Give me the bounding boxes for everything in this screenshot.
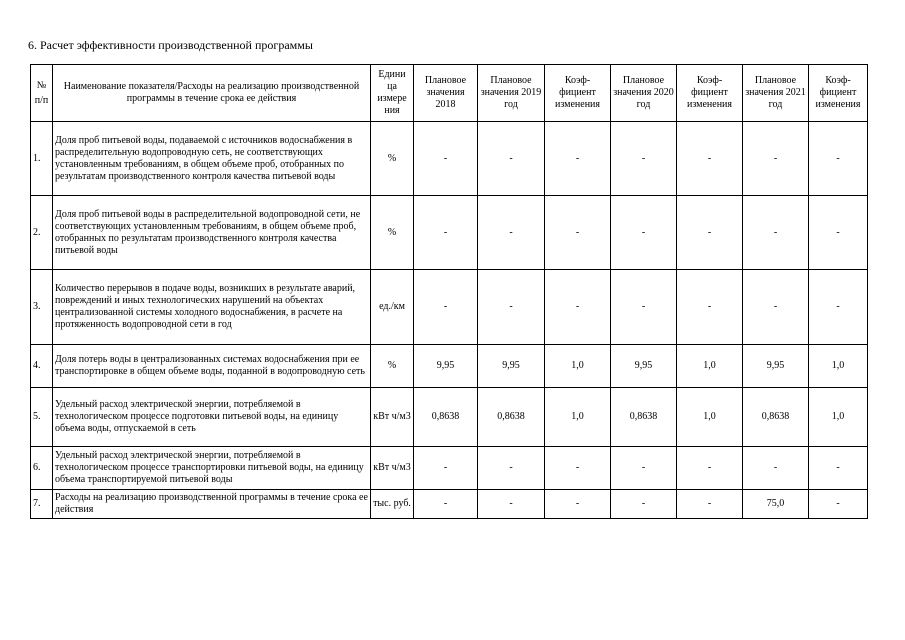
- cell-plan-2018: 9,95: [414, 345, 478, 388]
- cell-plan-2020: -: [611, 447, 677, 490]
- row-indicator-name: Количество перерывов в подаче воды, возникших в результате аварий, повреждений и иных технологических нарушений на объектах централизованной системы холодного водоснабжения, в расчете на протяженность водопроводной сети в год: [53, 270, 371, 345]
- row-indicator-name: Доля проб питьевой воды, подаваемой с источников водоснабжения в распределительную водопроводную сеть, не соответствующих установленным требованиям, в общем объеме проб, отобранных по результатам производственного контроля качества питьевой воды: [53, 122, 371, 196]
- table-row: [31, 196, 868, 270]
- cell-coef-3: -: [809, 270, 868, 345]
- table-row: [31, 345, 868, 388]
- cell-coef-1: 1,0: [545, 345, 611, 388]
- cell-coef-3: 1,0: [809, 388, 868, 447]
- row-unit: кВт ч/м3: [371, 388, 414, 447]
- cell-plan-2021: -: [743, 270, 809, 345]
- cell-plan-2021: 9,95: [743, 345, 809, 388]
- cell-coef-2: 1,0: [677, 388, 743, 447]
- cell-coef-2: -: [677, 122, 743, 196]
- cell-plan-2018: -: [414, 196, 478, 270]
- header-name: Наименование показателя/Расходы на реализацию производственной программы в течение срока ее действия: [53, 65, 371, 122]
- header-coef-2: Коэф-фициент изменения: [677, 65, 743, 122]
- cell-plan-2021: 75,0: [743, 490, 809, 519]
- table-row: [31, 122, 868, 196]
- cell-plan-2019: 0,8638: [478, 388, 545, 447]
- cell-coef-3: -: [809, 490, 868, 519]
- cell-coef-1: -: [545, 447, 611, 490]
- header-plan-2021: Плановое значения 2021 год: [743, 65, 809, 122]
- cell-plan-2020: -: [611, 122, 677, 196]
- cell-coef-2: 1,0: [677, 345, 743, 388]
- cell-plan-2019: -: [478, 490, 545, 519]
- row-indicator-name: Доля потерь воды в централизованных системах водоснабжения при ее транспортировке в общем объеме воды, поданной в водопроводную сеть: [53, 345, 371, 388]
- section-title: 6. Расчет эффективности производственной программы: [28, 38, 313, 52]
- cell-coef-2: -: [677, 270, 743, 345]
- cell-coef-3: -: [809, 447, 868, 490]
- row-unit: %: [371, 122, 414, 196]
- cell-coef-1: 1,0: [545, 388, 611, 447]
- header-coef-1: Коэф-фициент изменения: [545, 65, 611, 122]
- row-unit: %: [371, 345, 414, 388]
- cell-plan-2018: 0,8638: [414, 388, 478, 447]
- cell-coef-1: -: [545, 270, 611, 345]
- cell-plan-2019: -: [478, 122, 545, 196]
- row-number: 4.: [31, 345, 53, 388]
- row-number: 2.: [31, 196, 53, 270]
- cell-coef-3: -: [809, 122, 868, 196]
- table-row: [31, 490, 868, 519]
- row-unit: кВт ч/м3: [371, 447, 414, 490]
- header-plan-2020: Плановое значения 2020 год: [611, 65, 677, 122]
- header-row: [31, 65, 868, 122]
- cell-plan-2019: -: [478, 447, 545, 490]
- row-number: 6.: [31, 447, 53, 490]
- row-indicator-name: Удельный расход электрической энергии, потребляемой в технологическом процессе подготовки питьевой воды, на единицу объема воды, отпускаемой в сеть: [53, 388, 371, 447]
- cell-plan-2018: -: [414, 270, 478, 345]
- cell-coef-3: -: [809, 196, 868, 270]
- cell-plan-2020: 9,95: [611, 345, 677, 388]
- cell-coef-2: -: [677, 490, 743, 519]
- row-unit: %: [371, 196, 414, 270]
- row-indicator-name: Расходы на реализацию производственной программы в течение срока ее действия: [53, 490, 371, 519]
- cell-coef-1: -: [545, 122, 611, 196]
- table-row: [31, 388, 868, 447]
- cell-plan-2019: -: [478, 196, 545, 270]
- cell-coef-2: -: [677, 196, 743, 270]
- cell-plan-2018: -: [414, 490, 478, 519]
- header-plan-2019: Плановое значения 2019 год: [478, 65, 545, 122]
- cell-coef-2: -: [677, 447, 743, 490]
- cell-coef-3: 1,0: [809, 345, 868, 388]
- cell-plan-2021: -: [743, 196, 809, 270]
- cell-plan-2021: 0,8638: [743, 388, 809, 447]
- table-row: [31, 270, 868, 345]
- cell-plan-2019: -: [478, 270, 545, 345]
- cell-plan-2018: -: [414, 122, 478, 196]
- header-coef-3: Коэф-фициент изменения: [809, 65, 868, 122]
- cell-plan-2018: -: [414, 447, 478, 490]
- cell-plan-2020: -: [611, 270, 677, 345]
- row-unit: тыс. руб.: [371, 490, 414, 519]
- row-unit: ед./км: [371, 270, 414, 345]
- header-unit: Едини ца измере ния: [371, 65, 414, 122]
- cell-plan-2019: 9,95: [478, 345, 545, 388]
- table-row: [31, 447, 868, 490]
- cell-coef-1: -: [545, 196, 611, 270]
- row-number: 1.: [31, 122, 53, 196]
- row-number: 7.: [31, 490, 53, 519]
- efficiency-table: [30, 64, 868, 519]
- cell-plan-2020: -: [611, 490, 677, 519]
- cell-coef-1: -: [545, 490, 611, 519]
- row-number: 3.: [31, 270, 53, 345]
- row-indicator-name: Доля проб питьевой воды в распределительной водопроводной сети, не соответствующих установленным требованиям, в общем объеме проб, отобранных по результатам производственного контроля качества питьевой воды: [53, 196, 371, 270]
- cell-plan-2021: -: [743, 122, 809, 196]
- header-num: № п/п: [31, 65, 53, 122]
- row-number: 5.: [31, 388, 53, 447]
- header-plan-2018: Плановое значения 2018: [414, 65, 478, 122]
- cell-plan-2020: 0,8638: [611, 388, 677, 447]
- row-indicator-name: Удельный расход электрической энергии, потребляемой в технологическом процессе транспортировки питьевой воды, на единицу объема транспортируемой питьевой воды: [53, 447, 371, 490]
- cell-plan-2020: -: [611, 196, 677, 270]
- cell-plan-2021: -: [743, 447, 809, 490]
